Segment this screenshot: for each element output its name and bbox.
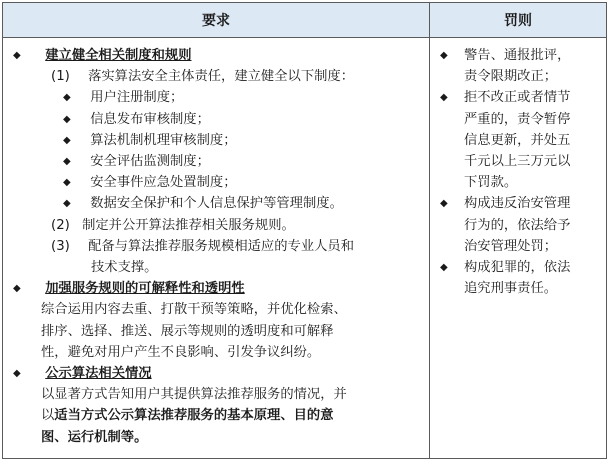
penalty-line: 下罚款。 bbox=[464, 175, 518, 191]
section2-line: 排序、选择、推送、展示等规则的透明度和可解释 bbox=[41, 323, 334, 339]
diamond-bullet-icon bbox=[440, 93, 449, 102]
penalty-line: 行为的，依法给予 bbox=[464, 217, 571, 233]
penalty-item bbox=[430, 87, 606, 193]
diamond-bullet-icon bbox=[13, 369, 22, 378]
section3-title: 公示算法相关情况 bbox=[45, 366, 152, 382]
penalty-item bbox=[430, 45, 606, 87]
diamond-bullet-icon bbox=[63, 157, 72, 166]
section3-line2 bbox=[3, 405, 429, 426]
item2-text: 制定并公开算法推荐相关服务规则。 bbox=[82, 217, 295, 233]
section1-item3-cont: 技术支撑。 bbox=[91, 260, 158, 276]
section1-title: 建立健全相关制度和规则 bbox=[45, 48, 192, 63]
section3-line2-start: 以 bbox=[41, 408, 55, 424]
diamond-bullet-icon bbox=[440, 199, 449, 208]
penalties-cell bbox=[430, 38, 607, 459]
item1-number: (1) bbox=[51, 69, 70, 85]
penalty-line: 追究刑事责任。 bbox=[464, 281, 558, 297]
diamond-bullet-icon bbox=[63, 199, 72, 208]
sub-item bbox=[3, 172, 429, 193]
diamond-bullet-icon bbox=[63, 115, 72, 124]
section1-item3 bbox=[3, 236, 429, 257]
penalty-line: 治安管理处罚； bbox=[464, 238, 558, 254]
penalty-line: 构成违反治安管理 bbox=[464, 196, 571, 212]
section1-heading bbox=[3, 45, 429, 66]
sub-item bbox=[3, 193, 429, 214]
requirements-cell bbox=[3, 38, 430, 459]
sub-item-text: 算法机制机理审核制度； bbox=[90, 132, 237, 148]
item2-number: (2) bbox=[51, 217, 70, 233]
diamond-bullet-icon bbox=[13, 51, 22, 60]
diamond-bullet-icon bbox=[63, 178, 72, 187]
sub-item-text: 用户注册制度； bbox=[90, 90, 184, 106]
section1-item1 bbox=[3, 66, 429, 87]
content-row bbox=[3, 38, 607, 459]
section1-item2 bbox=[3, 215, 429, 236]
sub-item-text: 信息发布审核制度； bbox=[90, 111, 210, 127]
header-penalties: 罚则 bbox=[430, 3, 607, 38]
diamond-bullet-icon bbox=[13, 284, 22, 293]
item1-text: 落实算法安全主体责任，建立健全以下制度： bbox=[88, 69, 355, 85]
section3-heading bbox=[3, 363, 429, 384]
sub-item bbox=[3, 87, 429, 108]
sub-item bbox=[3, 109, 429, 130]
penalty-line: 拒不改正或者情节 bbox=[464, 90, 571, 106]
sub-item bbox=[3, 130, 429, 151]
section2-title: 加强服务规则的可解释性和透明性 bbox=[45, 281, 245, 297]
section3-line3: 图、运行机制等。 bbox=[41, 429, 148, 445]
penalty-line: 责令限期改正； bbox=[464, 69, 558, 85]
diamond-bullet-icon bbox=[440, 263, 449, 272]
sub-item bbox=[3, 151, 429, 172]
penalty-line: 严重的，责令暂停 bbox=[464, 111, 571, 127]
diamond-bullet-icon bbox=[63, 136, 72, 145]
sub-item-text: 安全事件应急处置制度； bbox=[90, 175, 237, 191]
section2-line: 综合运用内容去重、打散干预等策略，并优化检索、 bbox=[41, 302, 347, 318]
penalty-line: 构成犯罪的，依法 bbox=[464, 260, 571, 276]
section3-line: 以显著方式告知用户其提供算法推荐服务的情况，并 bbox=[41, 387, 347, 403]
penalty-item bbox=[430, 257, 606, 299]
diamond-bullet-icon bbox=[63, 93, 72, 102]
sub-item-text: 安全评估监测制度； bbox=[90, 154, 210, 170]
requirements-penalties-table bbox=[2, 2, 607, 459]
header-row bbox=[3, 3, 607, 38]
penalty-line: 千元以上三万元以 bbox=[464, 154, 571, 170]
section2-heading bbox=[3, 278, 429, 299]
diamond-bullet-icon bbox=[440, 51, 449, 60]
section2-line: 性，避免对用户产生不良影响、引发争议纠纷。 bbox=[41, 344, 321, 360]
header-requirements: 要求 bbox=[3, 3, 430, 38]
item3-number: (3) bbox=[51, 238, 70, 254]
sub-item-text: 数据安全保护和个人信息保护等管理制度。 bbox=[90, 196, 343, 212]
item3-text: 配备与算法推荐服务规模相适应的专业人员和 bbox=[88, 238, 355, 254]
penalty-item bbox=[430, 193, 606, 257]
penalty-line: 信息更新，并处五 bbox=[464, 132, 571, 148]
section3-line2-bold: 适当方式公示算法推荐服务的基本原理、目的意 bbox=[54, 408, 334, 424]
penalty-line: 警告、通报批评， bbox=[464, 48, 571, 63]
